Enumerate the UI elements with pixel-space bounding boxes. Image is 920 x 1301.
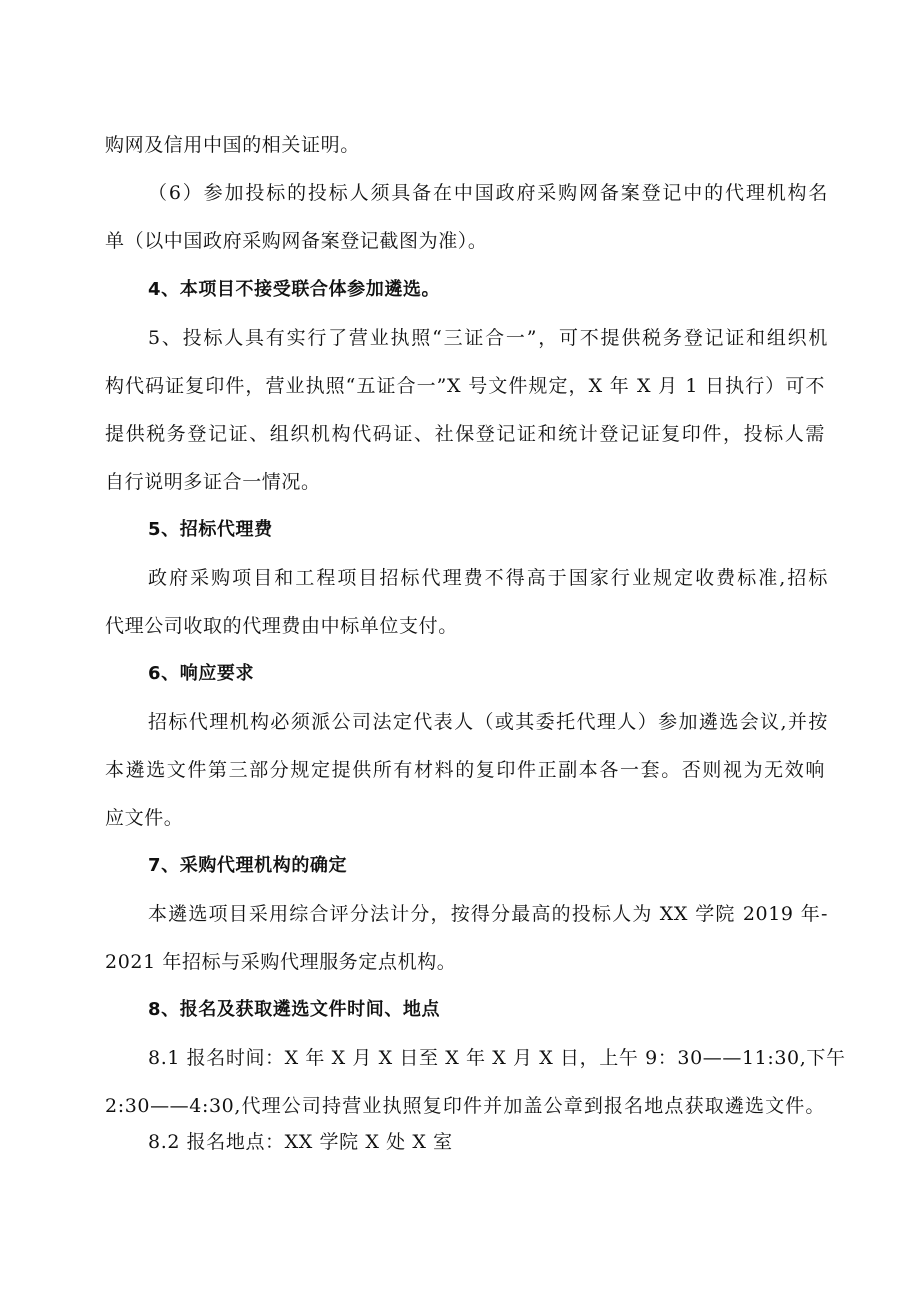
text-line: 5、投标人具有实行了营业执照“三证合一”，可不提供税务登记证和组织机 xyxy=(148,327,828,349)
text-line: 代理公司收取的代理费由中标单位支付。 xyxy=(105,615,458,637)
text-line: 8.1 报名时间：X 年 X 月 X 日至 X 年 X 月 X 日，上午 9：30——11:30,下午 xyxy=(148,1047,846,1069)
text-line: 政府采购项目和工程项目招标代理费不得高于国家行业规定收费标准,招标 xyxy=(148,567,828,589)
text-line: 应文件。 xyxy=(105,807,184,829)
text-line: （6）参加投标的投标人须具备在中国政府采购网备案登记中的代理机构名 xyxy=(148,182,828,204)
text-line: 8.2 报名地点：XX 学院 X 处 X 室 xyxy=(148,1131,453,1153)
text-line: 构代码证复印件，营业执照“五证合一”X 号文件规定，X 年 X 月 1 日执行）可不 xyxy=(105,375,825,397)
text-line: 购网及信用中国的相关证明。 xyxy=(105,134,360,156)
section-heading: 7、采购代理机构的确定 xyxy=(148,855,348,876)
text-line: 2:30——4:30,代理公司持营业执照复印件并加盖公章到报名地点获取遴选文件。 xyxy=(105,1095,825,1117)
text-line: 提供税务登记证、组织机构代码证、社保登记证和统计登记证复印件，投标人需 xyxy=(105,423,825,445)
text-line: 单（以中国政府采购网备案登记截图为准）。 xyxy=(105,230,488,252)
section-heading: 5、招标代理费 xyxy=(148,519,273,540)
text-line: 本遴选项目采用综合评分法计分，按得分最高的投标人为 XX 学院 2019 年- xyxy=(148,903,828,925)
text-line: 招标代理机构必须派公司法定代表人（或其委托代理人）参加遴选会议,并按 xyxy=(148,711,828,733)
text-line: 本遴选文件第三部分规定提供所有材料的复印件正副本各一套。否则视为无效响 xyxy=(105,759,825,781)
text-line: 2021 年招标与采购代理服务定点机构。 xyxy=(105,951,457,973)
text-line: 自行说明多证合一情况。 xyxy=(105,471,321,493)
section-heading: 8、报名及获取遴选文件时间、地点 xyxy=(148,999,441,1020)
section-heading: 4、本项目不接受联合体参加遴选。 xyxy=(148,279,441,300)
section-heading: 6、响应要求 xyxy=(148,663,255,684)
